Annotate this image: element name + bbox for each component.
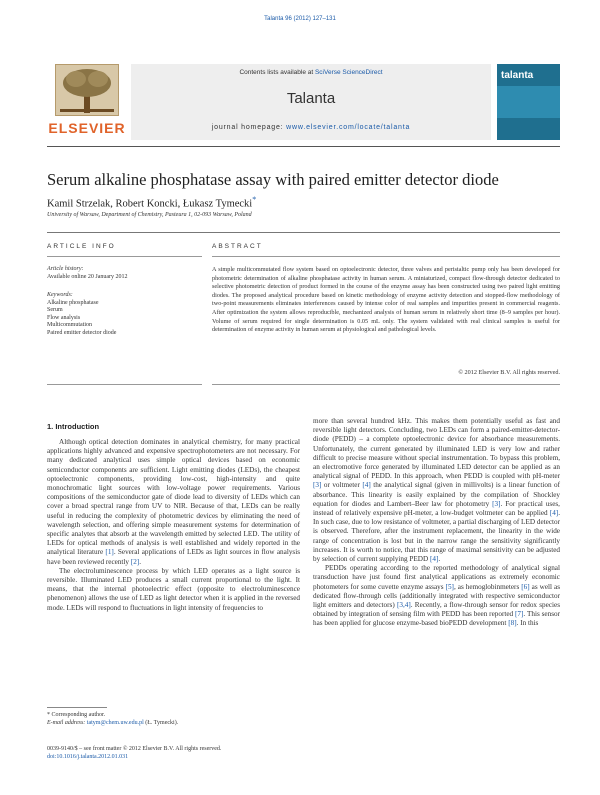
affiliation: University of Warsaw, Department of Chemistry, Pasteura 1, 02-093 Warsaw, Poland [47,212,252,218]
email-link[interactable]: tatym@chem.uw.edu.pl [86,719,144,726]
tree-icon [55,64,119,116]
body-column-right [313,417,560,629]
email-label: E-mail address: [47,719,87,726]
masthead-center [131,64,491,140]
paragraph-text: , as hemoglobinmeters [453,582,522,591]
masthead [47,64,560,142]
keyword-item: Flow analysis [47,314,81,321]
paragraph-text: Although optical detection dominates in analytical chemistry, for many practical applications highly advanced and expensive spectrophotometers are not necessary. For many dedicated analytical uses simple optical devices based on economic semiconductor components are sufficient. Light emitting diodes (LEDs), the cheapest optoelectronic components, providing low-cost, high-intensity and quite monochromatic light sources with low-voltage power requirements. Various compositions of the semiconductor gate of diode lead to diversity of LEDs which can cover a broad spectral range from UV to NIR. Because of that, LEDs can be really useful in reducing the complexity of photometric devices by eliminating the need of wavelength selection, and offering simple measurement systems for determination of specific analytes that absorb at the wavelength emitted by selected LED. The utility of LEDs for optical methods of analysis is well established and widely reported in the analytical literature [47,438,300,557]
history-value: Available online 20 January 2012 [47,273,128,280]
elsevier-logo [47,64,125,140]
authors-names: Kamil Strzelak, Robert Koncki, Łukasz Tymecki [47,198,253,210]
paragraph-text: . This sensor has been applied for glucose enzyme-based bioPEDD development [313,610,560,628]
journal-homepage [131,124,491,131]
article-info-heading: ARTICLE INFO [47,243,116,250]
publisher-name: ELSEVIER [48,120,126,136]
corresponding-author-note: * Corresponding author. [47,712,106,718]
citation-link[interactable]: [4] [429,555,439,564]
contents-prefix: Contents lists available at [239,69,315,76]
paragraph-text: or voltmeter [321,481,363,490]
article-history [47,266,202,281]
abstract-copyright: © 2012 Elsevier B.V. All rights reserved. [458,369,560,376]
citation-link[interactable]: [1] [105,548,114,557]
citation-link[interactable]: [4] [362,481,371,490]
citation-link[interactable]: [5] [445,582,454,591]
article-info-divider [47,256,202,257]
keyword-item: Serum [47,307,63,313]
journal-title: Talanta [286,90,336,107]
journal-reference[interactable]: Talanta 96 (2012) 127–131 [264,16,336,22]
issn-line: 0039-9140/$ – see front matter © 2012 Elsevier B.V. All rights reserved. [47,746,222,752]
cover-title: talanta [501,70,534,81]
homepage-link[interactable]: www.elsevier.com/locate/talanta [286,124,411,131]
email-suffix: (Ł. Tymecki). [143,719,179,726]
paragraph-text: more than several hundred kHz. This makes them potentially useful as fast and reversible light detectors. Concluding, two LEDs can form a paired-emitter-detector-diode (PEDD) – a complete optoelectronic device for absorbance measurements. Unfortunately, the current generated by illuminated LED is very low and rather difficult to precise measure without special instrumentation. To bypass this problem, an electromotive force generated by illuminated LED detector can be applied as an analytical signal of PEDD. In this approach, when PEDD is coupled with pH-meter [313,417,560,481]
footnote-divider [47,707,107,708]
sciencedirect-link[interactable]: SciVerse ScienceDirect [314,69,383,76]
paragraph-text: . In such case, due to low resistance of voltmeter, a partial discharging of LED detector is observed. Therefore, after the instrument replacement, the linearity in the wide range of concentration is lost but in the narrow range the sensitivity significantly increases. It is worth to notice, that this range of maximal sensitivity can be adjusted by selection of current supplying PEDD [313,509,560,564]
citation-link[interactable]: [3] [492,499,501,508]
citation-link[interactable]: [7] [515,610,524,619]
corresponding-author-mark[interactable]: * [252,195,257,204]
homepage-prefix: journal homepage: [211,124,287,131]
article-info-bottom-divider [47,384,202,385]
paragraph-text: . In this [516,619,539,628]
paragraph-text: . Recently, a flow-through sensor for redox species obtained by integration of sensing film with PEDD has been reported [313,601,561,619]
abstract-bottom-divider [212,384,560,385]
doi-link[interactable]: doi:10.1016/j.talanta.2012.01.031 [47,754,129,760]
paragraph-text: the analytical signal (given in millivolts) is a linear function of absorbance. This linearity is easily explained by the compilation of Shockley equation for diodes and Lambert–Beer law for photometry [313,481,561,508]
article-title: Serum alkaline phosphatase assay with paired emitter detector diode [47,170,499,189]
paragraph [313,417,560,564]
section-heading-introduction: 1. Introduction [47,422,100,431]
citation-link[interactable]: [3] [313,481,322,490]
contents-line [131,69,491,76]
paragraph-text: . Several applications of LEDs as light sources in flow analysis have been reviewed recently [47,548,300,566]
paragraph: The electroluminescence process by which LED operates as a light source is reversible. Illuminated LED produces a small current proportional to the light. It means, that the internal photoelectric effect (opposite to electroluminescence phenomenon) allows the use of LED as light detector when it is applied in the reversed mode. LEDs will respond to fluctuations in light intensity of frequencies to [47,566,300,612]
body-column-left [47,438,300,613]
paragraph [47,438,300,567]
paragraph-text: . For practical uses, instead of relatively expensive pH-meter, a low-budget voltmeter can be applied [313,499,560,518]
paragraph-text: PEDDs operating according to the reported methodology of analytical signal transduction have just found first analytical applications as extremely economic photometers for some cuvette enzyme assays [313,564,560,591]
issn-block [47,745,347,761]
citation-link[interactable]: [2] [130,557,140,566]
abstract-divider [212,256,560,257]
abstract-heading: ABSTRACT [212,243,263,250]
paragraph [313,564,560,628]
email-line [47,720,300,728]
journal-cover [497,64,560,140]
citation-link[interactable]: [6] [521,582,530,591]
article-authors [47,195,256,210]
paragraph-text: . [438,555,441,564]
paragraph-text: as well as dedicated flow-through cells (additionally integrated with respective semiconductor light emitters and detectors) [313,582,560,610]
paragraph-text: . [139,557,141,566]
abstract-text: A simple multicommutated flow system based on optoelectronic detector, three valves and peristaltic pump only has been developed for photometric determination of alkaline phosphatase activity in human serum. A miniaturized, compact flow-through detector dedicated to selective photometric detection of product formed in the course of the enzyme assay has been constructed using two paired light emitting diodes. The proposed analytical procedure based on kinetic methodology of enzyme activity detection and stopped-flow methodology of two-point measurements eliminates interferences caused by intense color of real samples and impurities present in commercial reagents. After optimization the system allows reproducible, mechanized analysis of human serum in relatively short time (8–9 samples per hour). Volume of serum required for single determination is 0.05 mL only. The system validated with real clinical samples is useful for determination of enzyme activity in human serum at physiological and pathological levels. [212,266,560,334]
keyword-item: Paired emitter detector diode [47,329,117,336]
cover-band [497,86,560,118]
history-label: Article history: [47,266,84,272]
keyword-item: Alkaline phosphatase [47,299,99,306]
masthead-divider [47,146,560,147]
citation-link[interactable]: [8] [508,619,517,628]
header-divider [47,232,560,233]
citation-link[interactable]: [4] [549,509,559,518]
keywords [47,292,202,337]
keywords-label: Keywords: [47,292,73,298]
citation-link[interactable]: [3,4] [396,601,411,610]
footnote [47,712,300,727]
keyword-item: Multicommutation [47,322,92,328]
